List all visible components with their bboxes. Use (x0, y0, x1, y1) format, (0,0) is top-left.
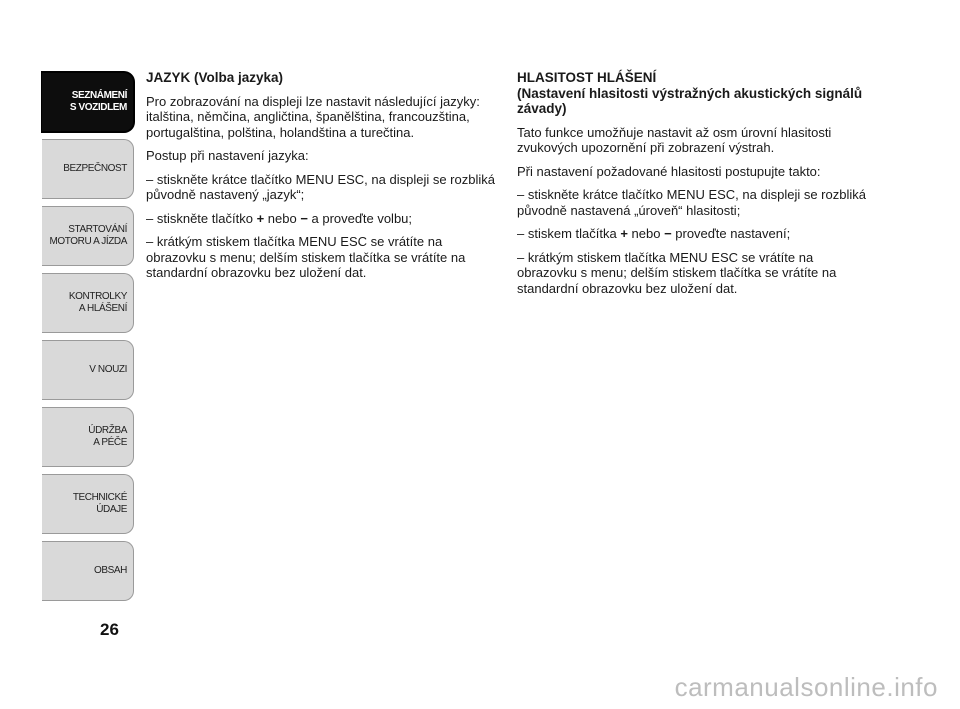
paragraph: – stiskněte krátce tlačítko MENU ESC, na displeji se rozbliká původně nastavený „jazyk“; (146, 171, 495, 202)
paragraph (146, 211, 496, 227)
section-heading: HLASITOST HLÁŠENÍ (Nastavení hlasitosti výstražných akustických signálů závady) (517, 70, 863, 116)
section-heading: JAZYK (Volba jazyka) (146, 70, 284, 85)
paragraph: Tato funkce umožňuje nastavit až osm úrovní hlasitosti zvukových upozornění při zobrazení výstrah. (517, 124, 832, 155)
paragraph (517, 226, 867, 242)
text-run: proveďte nastavení; (671, 226, 791, 241)
paragraph: – krátkým stiskem tlačítka MENU ESC se vrátíte na obrazovku s menu; delším stiskem tlačítka se vrátíte na standardní obrazovku bez uložení dat. (517, 249, 837, 296)
minus-symbol: − (664, 226, 672, 241)
tab-startovani-motoru[interactable] (42, 206, 134, 266)
tab-seznameni-s-vozidlem[interactable] (42, 72, 134, 132)
tab-technicke-udaje[interactable] (42, 474, 134, 534)
plus-symbol: + (256, 210, 265, 226)
text-run: nebo (627, 226, 665, 241)
text-run: – stiskem tlačítka (517, 226, 621, 241)
tab-v-nouzi[interactable] (42, 340, 134, 400)
paragraph: Při nastavení požadované hlasitosti postupujte takto: (517, 163, 821, 179)
paragraph: – stiskněte krátce tlačítko MENU ESC, na displeji se rozbliká původně nastavená „úroveň“ hlasitosti; (517, 187, 866, 218)
text-run: a proveďte volbu; (307, 210, 413, 226)
paragraph: – krátkým stiskem tlačítka MENU ESC se vrátíte na obrazovku s menu; delším stiskem tlačítka se vrátíte na standardní obrazovku bez uložení dat. (146, 234, 466, 280)
page-number: 26 (100, 620, 119, 639)
tab-label: V NOUZI (89, 364, 127, 375)
paragraph: Pro zobrazování na displeji lze nastavit následující jazyky: italština, němčina, angličtina, španělština, francouzština, portugalština, polština, holandština a turečtina. (146, 93, 480, 140)
tab-label: ÚDRŽBA A PÉČE (88, 425, 127, 448)
watermark: carmanualsonline.info (674, 672, 938, 702)
tab-label: STARTOVÁNÍ MOTORU A JÍZDA (49, 224, 127, 247)
section-sidebar (42, 72, 134, 608)
tab-obsah[interactable] (42, 541, 134, 601)
tab-label: KONTROLKY A HLÁŠENÍ (68, 291, 127, 314)
tab-label: TECHNICKÉ ÚDAJE (72, 492, 127, 515)
tab-label: OBSAH (93, 565, 127, 576)
text-run: nebo (264, 210, 301, 226)
paragraph: Postup při nastavení jazyka: (146, 148, 309, 163)
volume-section (517, 70, 867, 304)
tab-label: BEZPEČNOST (63, 163, 127, 174)
tab-kontrolky-a-hlaseni[interactable] (42, 273, 134, 333)
minus-symbol: − (300, 210, 308, 226)
tab-udrzba-a-pece[interactable] (42, 407, 134, 467)
tab-bezpecnost[interactable] (42, 139, 134, 199)
text-run: – stiskněte tlačítko (146, 210, 257, 226)
plus-symbol: + (620, 226, 628, 241)
tab-label: SEZNÁMENÍ S VOZIDLEM (69, 90, 127, 113)
language-section (146, 70, 496, 289)
